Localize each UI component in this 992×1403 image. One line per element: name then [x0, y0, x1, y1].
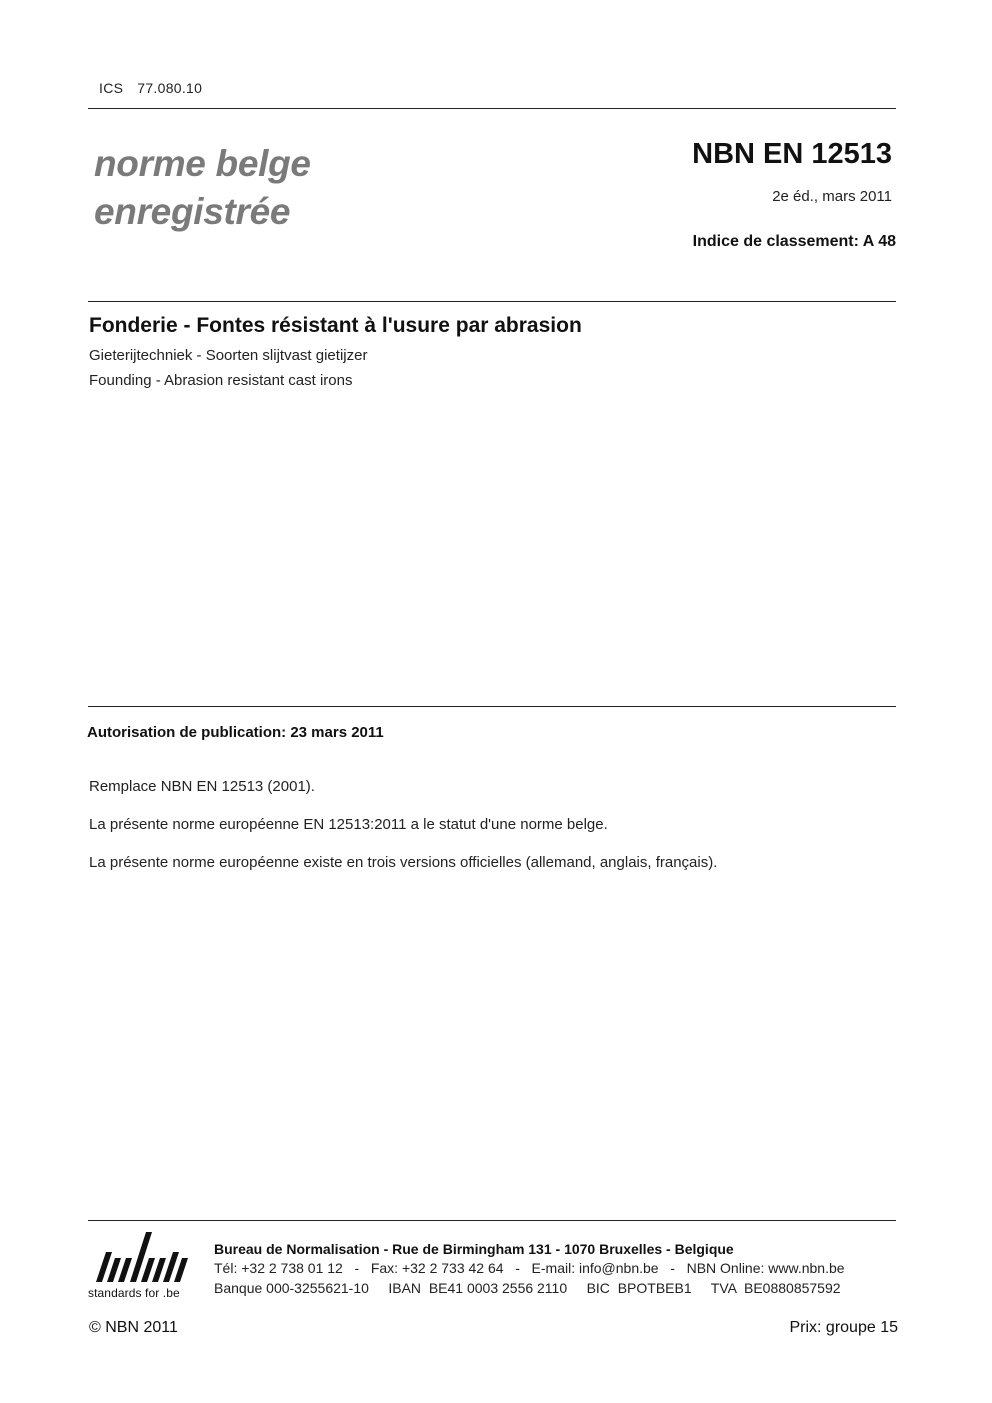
nbn-logo-icon [88, 1228, 200, 1284]
ics-code: 77.080.10 [137, 80, 203, 96]
ics-label: ICS [99, 80, 124, 96]
footer-bank: Banque 000-3255621-10 IBAN BE41 0003 2556 2110 BIC BPOTBEB1 TVA BE0880857592 [214, 1280, 841, 1296]
paragraph-status: La présente norme européenne EN 12513:2011 a le statut d'une norme belge. [89, 816, 608, 833]
publication-authorisation: Autorisation de publication: 23 mars 2011 [87, 724, 384, 741]
publication-divider [88, 706, 896, 707]
brand-title [94, 140, 311, 236]
logo-tagline: standards for .be [88, 1286, 180, 1300]
footer-contact: Tél: +32 2 738 01 12 - Fax: +32 2 733 42 64 - E-mail: info@nbn.be - NBN Online: www.nbn.be [214, 1260, 845, 1276]
brand-line-1: norme belge [94, 143, 311, 184]
classification-index: Indice de classement: A 48 [692, 233, 896, 250]
brand-line-2: enregistrée [94, 191, 291, 232]
title-divider [88, 301, 896, 302]
title-french: Fonderie - Fontes résistant à l'usure par abrasion [89, 314, 582, 337]
nbn-logo [88, 1228, 200, 1308]
standard-number: NBN EN 12513 [692, 138, 892, 170]
top-divider [88, 108, 896, 109]
title-english: Founding - Abrasion resistant cast irons [89, 372, 353, 389]
ics-code-line [99, 80, 202, 96]
paragraph-replaces: Remplace NBN EN 12513 (2001). [89, 778, 315, 795]
title-dutch: Gieterijtechniek - Soorten slijtvast gietijzer [89, 347, 368, 364]
footer-divider [88, 1220, 896, 1221]
paragraph-versions: La présente norme européenne existe en trois versions officielles (allemand, anglais, français). [89, 854, 718, 871]
copyright: © NBN 2011 [89, 1319, 178, 1336]
price-group: Prix: groupe 15 [789, 1319, 898, 1336]
edition-date: 2e éd., mars 2011 [772, 188, 892, 205]
footer-address: Bureau de Normalisation - Rue de Birmingham 131 - 1070 Bruxelles - Belgique [214, 1241, 734, 1257]
